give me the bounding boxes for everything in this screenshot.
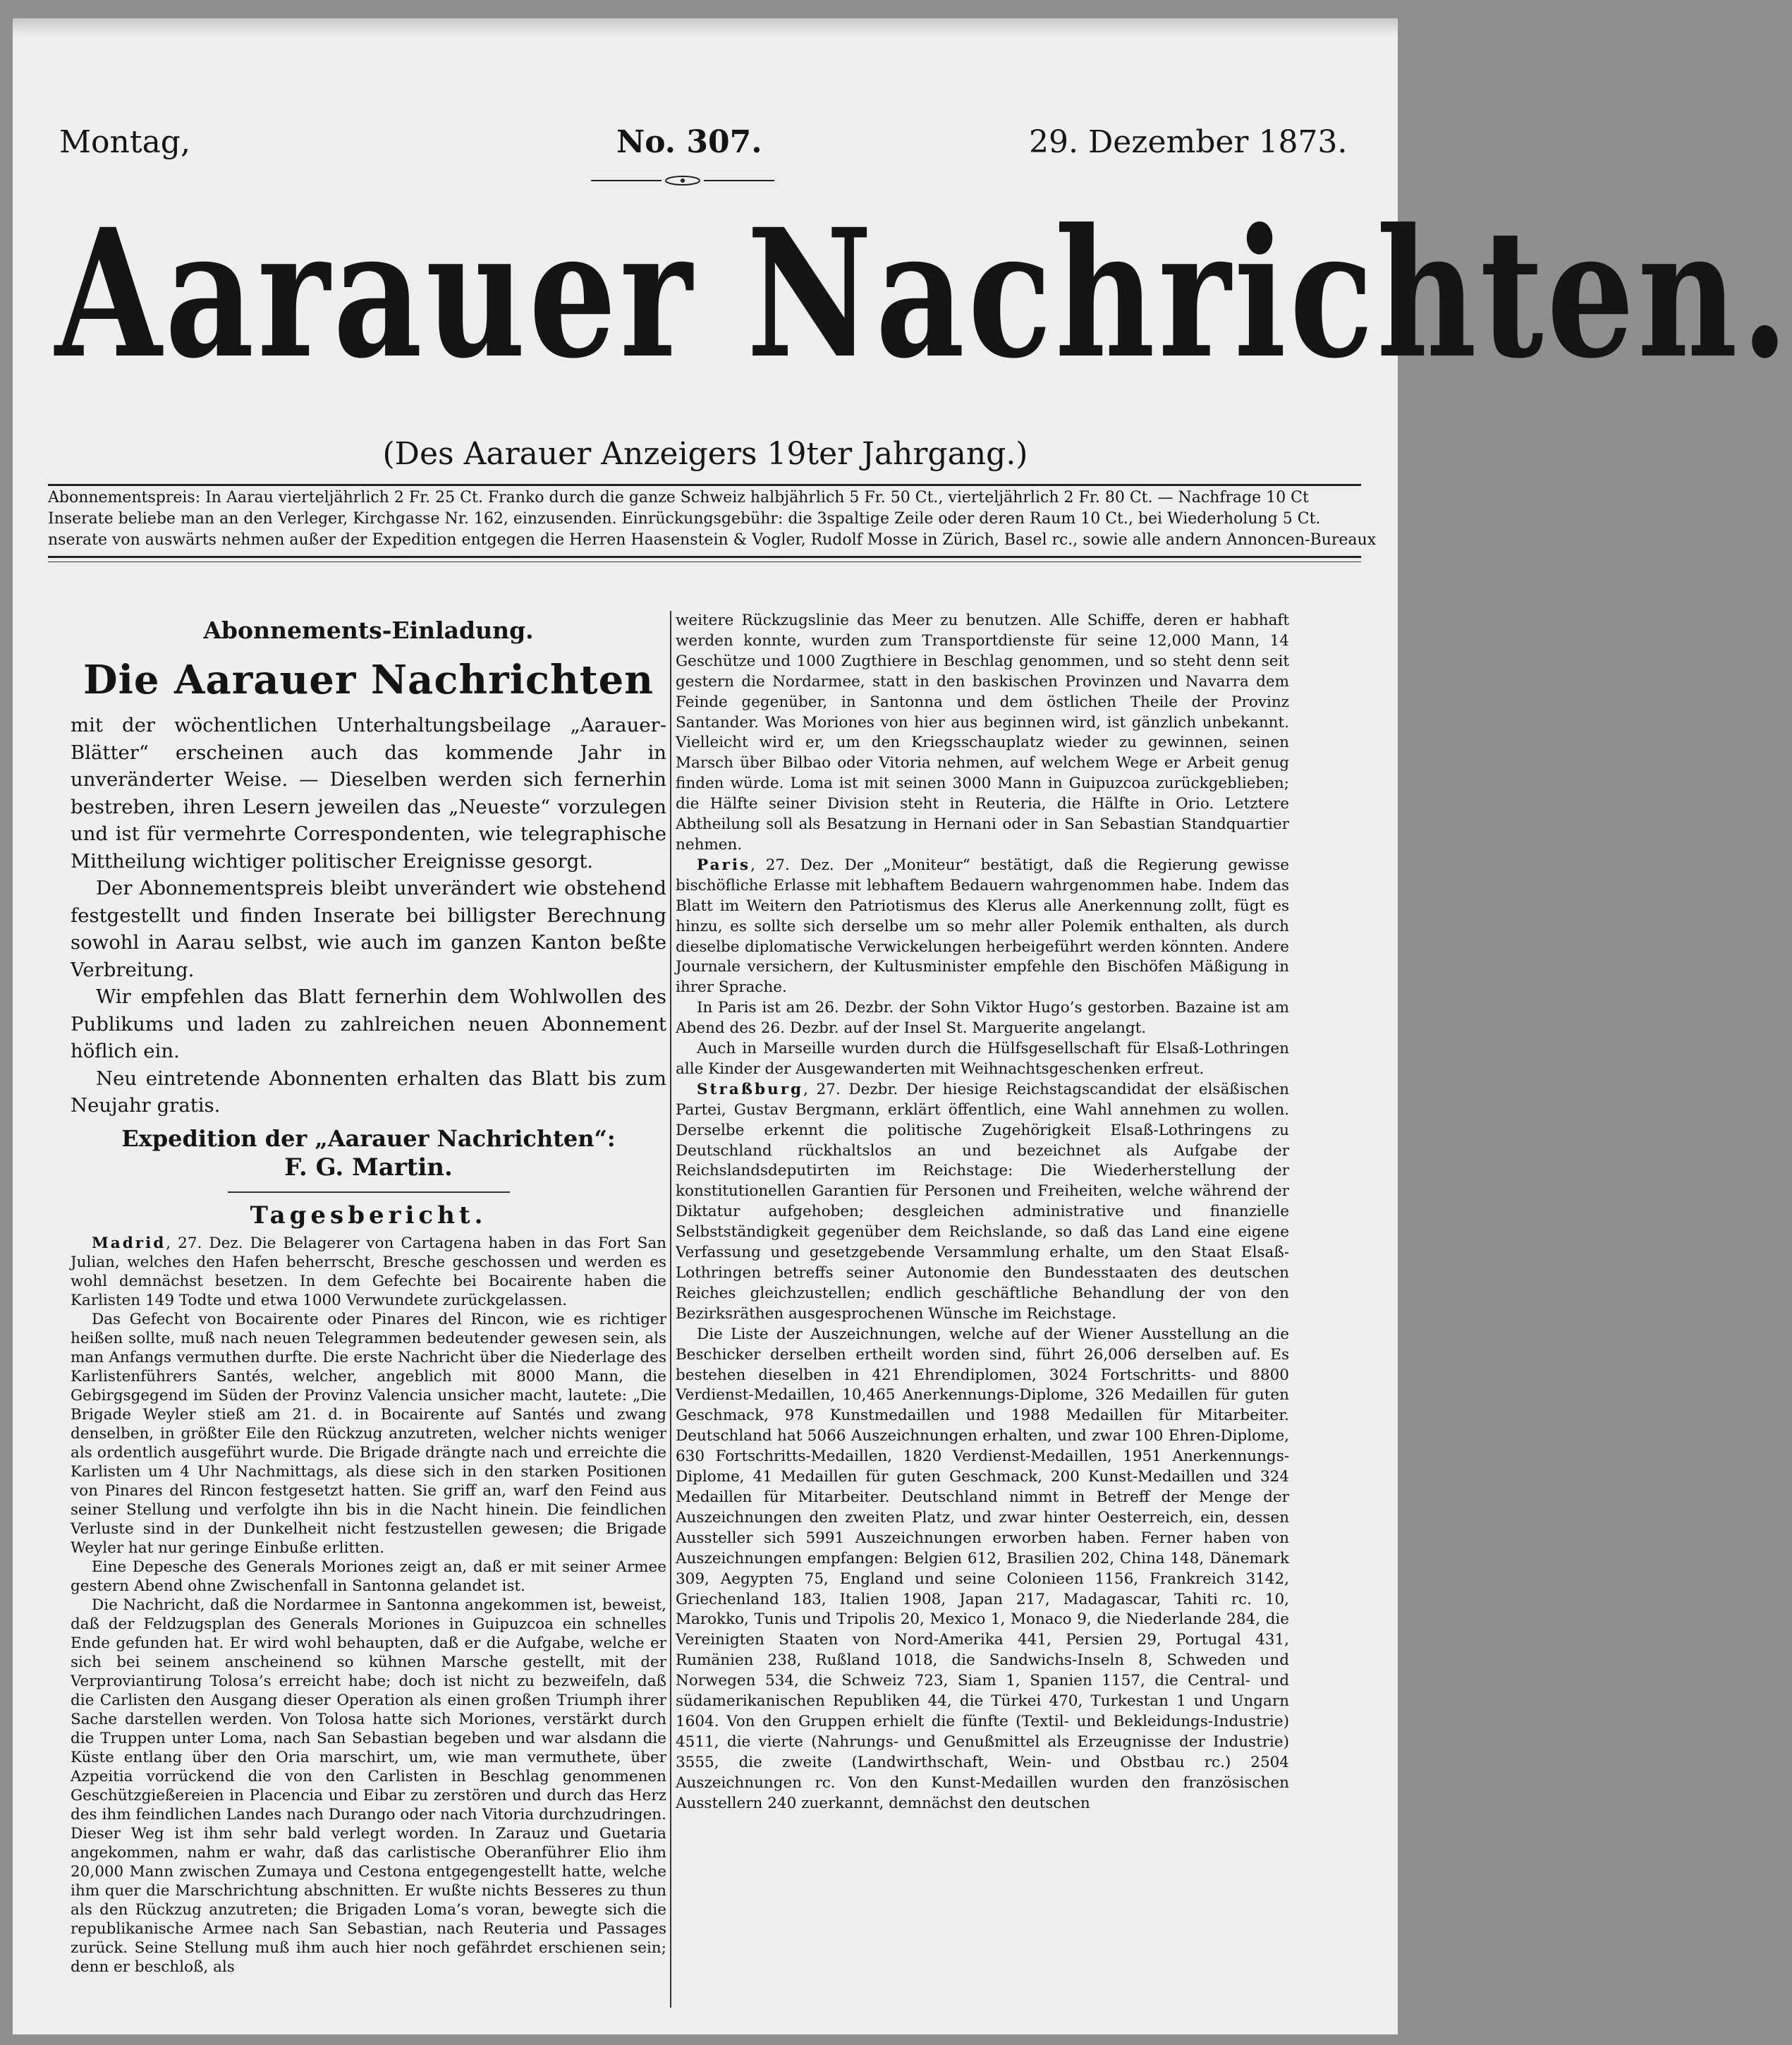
newspaper-subtitle: (Des Aarauer Anzeigers 19ter Jahrgang.) bbox=[382, 436, 1028, 472]
hugo-report: In Paris ist am 26. Dezbr. der Sohn Viktor Hugo’s gestorben. Bazaine ist am Abend des 26. Dezbr. auf der Insel St. Marguerite angelangt. bbox=[676, 999, 1289, 1038]
strassburg-report-text: , 27. Dezbr. Der hiesige Reichstagscandidat der elsäßischen Partei, Gustav Bergmann, erklärt öffentlich, eine Wahl annehmen zu wollen. Derselbe erkennt die politische Zugehörigkeit Elsaß-Lothringens zu Deutschland rückhaltslos an und bezeichnet als Aufgabe der Reichslandsdeputirten im Reichstage: Die Wiederherstellung der konstitutionellen Garantien für Personen und Freiheiten, welche während der Diktatur aufgehoben; desgleichen administrative und finanzielle Selbstständigkeit gegenüber dem Reichslande, so daß das Land eine eigene Verfassung und gesetzgebende Versammlung erhalte, um den Staat Elsaß-Lothringen betreffs seiner Autonomie den Bundesstaaten des deutschen Reiches gleichzustellen; endlich geschäftliche Behandlung der von den Bezirksräthen ausgesprochenen Wünsche im Reichstage. bbox=[676, 1080, 1289, 1323]
notice-line-1: Abonnementspreis: In Aarau vierteljährlich 2 Fr. 25 Ct. Franko durch die ganze Schweiz halbjährlich 5 Fr. 50 Ct., vierteljährlich 2 Fr. 80 Ct. — Nachfrage 10 Ct bbox=[48, 489, 1309, 506]
dateline-paris: Paris bbox=[697, 856, 751, 874]
aarauer-nachrichten-heading: Die Aarauer Nachrichten bbox=[83, 657, 654, 703]
nordarmee-report: Die Nachricht, daß die Nordarmee in Santonna angekommen ist, beweist, daß der Feldzugsplan des Generals Moriones in Guipuzcoa ein schnelles Ende gefunden hat. Er wird wohl behaupten, daß er die Aufgabe, welche er sich bei seinem anscheinend so kühnen Marsche gestellt, mit der Verproviantirung Tolosa’s erreicht habe; doch ist nicht zu bezweifeln, daß die Carlisten den Ausgang dieser Operation als einen großen Triumph ihrer Sache darstellen werden. Von Tolosa hatte sich Moriones, verstärkt durch die Truppen unter Loma, nach San Sebastian begeben und war alsdann die Küste entlang über den Oria marschirt, um, wie man vermuthete, über Azpeitia vorrückend die von den Carlisten in Beschlag genommenen Geschützgießereien in Placencia und Eibar zu zerstören und durch das Herz des ihm feindlichen Landes nach Durango oder nach Vitoria durchzudringen. Dieser Weg ist ihm sehr bald verlegt worden. In Zarauz und Guetaria angekommen, nahm er wahr, daß das carlistische Oberanführer Elio ihm 20,000 Mann zwischen Zumaya und Cestona entgegengestellt hatte, welche ihm quer die Marschrichtung abschnitten. Er wußte nichts Besseres zu thun als den Rückzug anzutreten; die Brigaden Loma’s voran, bewegte sich die republikanische Armee nach San Sebastian, nach Reuteria und Passages zurück. Seine Stellung muß ihm auch hier noch gefährdet erschienen sein; denn er beschloß, als bbox=[71, 1596, 666, 1976]
scan-edge bbox=[13, 18, 1398, 37]
issue-day: Montag, bbox=[59, 124, 190, 160]
strassburg-report bbox=[676, 1080, 1289, 1325]
abonnement-paragraph-4: Neu eintretende Abonnenten erhalten das Blatt bis zum Neujahr gratis. bbox=[71, 1067, 666, 1117]
dateline-strassburg: Straßburg bbox=[697, 1080, 804, 1098]
expedition-line: Expedition der „Aarauer Nachrichten“: bbox=[121, 1124, 616, 1152]
newspaper-page bbox=[13, 18, 1792, 2034]
bocairente-report: Das Gefecht von Bocairente oder Pinares del Rincon, wie es richtiger heißen sollte, muß nach neuen Telegrammen bedeutender gewesen sein, als man Anfangs vermuthen durfte. Die erste Nachricht über die Niederlage des Karlistenführers Santés, welcher, angeblich mit 8000 Mann, die Gebirgsgegend im Süden der Provinz Valencia unsicher macht, lautete: „Die Brigade Weyler stieß am 21. d. in Bocairente auf Santés und zwang denselben, in größter Eile den Rückzug anzutreten, welcher nichts weniger als ordentlich ausgeführt wurde. Die Brigade drängte nach und erreichte die Karlisten um 4 Uhr Nachmittags, als diese sich in den starken Positionen von Pinares del Rincon festgesetzt hatten. Sie griff an, warf den Feind aus seiner Stellung und verfolgte ihn bis in die Nacht hinein. Die feindlichen Verluste sind in der Dunkelheit nicht festzustellen gewesen; die Brigade Weyler hat nur geringe Einbuße erlitten. bbox=[71, 1310, 666, 1557]
newspaper-title: Aarauer Nachrichten. bbox=[55, 190, 1792, 397]
wiener-ausstellung-report: Die Liste der Auszeichnungen, welche auf der Wiener Ausstellung an die Beschicker derselben ertheilt worden sind, führt 26,006 derselben auf. Es bestehen dieselben in 421 Ehrendiplomen, 3024 Fortschritts- und 8800 Verdienst-Medaillen, 10,465 Anerkennungs-Diplome, 326 Medaillen für guten Geschmack, 978 Kunstmedaillen und 1988 Medaillen für Mitarbeiter. Deutschland hat 5066 Auszeichnungen erhalten, und zwar 100 Ehren-Diplome, 630 Fortschritts-Medaillen, 1820 Verdienst-Medaillen, 1951 Anerkennungs-Diplome, 41 Medaillen für guten Geschmack, 200 Kunst-Medaillen und 324 Medaillen für Mitarbeiter. Deutschland nimmt in Betreff der Menge der Auszeichnungen den zweiten Platz, und zwar hinter Oesterreich, ein, dessen Aussteller sich 5991 Auszeichnungen erworben haben. Ferner haben von Auszeichnungen empfangen: Belgien 612, Brasilien 202, China 148, Dänemark 309, Aegypten 75, England und seine Colonieen 1156, Frankreich 3142, Griechenland 183, Italien 1908, Japan 217, Madagascar, Tahiti rc. 10, Marokko, Tunis und Tripolis 20, Mexico 1, Monaco 9, die Niederlande 284, die Vereinigten Staaten von Nord-Amerika 441, Persien 29, Portugal 431, Rumänien 238, Rußland 1018, die Sandwichs-Inseln 8, Schweden und Norwegen 534, die Schweiz 723, Siam 1, Spanien 1157, die Central- und südamerikanischen Republiken 44, die Türkei 470, Turkestan 1 und Ungarn 1604. Von den Gruppen erhielt die fünfte (Textil- und Bekleidungs-Industrie) 4511, die vierte (Nahrungs- und Genußmittel als Erzeugnisse der Industrie) 3555, die zweite (Landwirthschaft, Wein- und Obstbau rc.) 2504 Auszeichnungen rc. Von den Kunst-Medaillen wurden den französischen Ausstellern 240 zuerkannt, demnächst den deutschen bbox=[676, 1325, 1289, 1812]
nordarmee-continued: weitere Rückzugslinie das Meer zu benutzen. Alle Schiffe, deren er habhaft werden konnte, wurden zum Transportdienste für seine 12,000 Mann, 14 Geschütze und 1000 Zugthiere in Beschlag genommen, und so steht denn seit gestern die Nordarmee, statt in den baskischen Provinzen und Navarra dem Feinde gegenüber, in Santonna und dem östlichen Theile der Provinz Santander. Was Moriones von hier aus beginnen wird, ist gänzlich unbekannt. Vielleicht wird er, um den Kriegsschauplatz wieder zu gewinnen, seinen Marsch über Bilbao oder Vitoria nehmen, auf welchem Wege er Arbeit genug finden würde. Loma ist mit seinen 3000 Mann in Guipuzcoa zurückgeblieben; die Hälfte seiner Division steht in Reuteria, die Hälfte in Orio. Letztere Abtheilung soll als Besatzung in Hernani oder in San Sebastian Standquartier nehmen. bbox=[676, 612, 1289, 854]
section-rule bbox=[228, 1191, 510, 1193]
left-column bbox=[71, 611, 666, 2015]
abonnement-paragraph-3: Wir empfehlen das Blatt fernerhin dem Wohlwollen des Publikums und laden zu zahlreichen neuen Abonnement höflich ein. bbox=[71, 985, 666, 1062]
masthead-rule bbox=[48, 484, 1361, 486]
abonnement-paragraph-1: mit der wöchentlichen Unterhaltungsbeilage „Aarauer-Blätter“ erscheinen auch das kommende Jahr in unveränderter Weise. — Dieselben werden sich fernerhin bestreben, ihren Lesern jeweilen das „Neueste“ vorzulegen und ist für vermehrte Correspondenten, wie telegraphische Mittheilung wichtiger politischer Ereignisse gesorgt. bbox=[71, 714, 666, 873]
moriones-depesche: Eine Depesche des Generals Moriones zeigt an, daß er mit seiner Armee gestern Abend ohne Zwischenfall in Santonna gelandet ist. bbox=[71, 1558, 666, 1595]
paris-report bbox=[676, 856, 1289, 998]
abonnement-paragraph-2: Der Abonnementspreis bleibt unverändert wie obstehend festgestellt und finden Inserate bei billigster Berechnung sowohl in Aarau selbst, wie auch im ganzen Kanton beßte Verbreitung. bbox=[71, 877, 666, 981]
ornament-icon bbox=[591, 174, 774, 188]
column-divider bbox=[670, 611, 671, 2008]
madrid-report-text: , 27. Dez. Die Belagerer von Cartagena haben in das Fort San Julian, welches den Hafen beherrscht, Bresche geschossen und werden es wohl demnächst besetzen. In dem Gefechte bei Bocairente haben die Karlisten 149 Todte und etwa 1000 Verwundete zurückgelassen. bbox=[71, 1234, 666, 1309]
issue-date: 29. Dezember 1873. bbox=[1029, 124, 1348, 160]
paris-report-text: , 27. Dez. Der „Moniteur“ bestätigt, daß die Regierung gewisse bischöfliche Erlasse mit lebhaftem Bedauern wahrgenommen habe. Indem das Blatt im Weitern den Patriotismus des Klerus alle Anerkennung zollt, fügt es hinzu, es sollte sich derselbe um so mehr aller Polemik enthalten, als durch dieselbe diplomatische Verwickelungen herbeigeführt werden könnten. Andere Journale versichern, der Kultusminister empfehle den Bischöfen Mäßigung in ihrer Sprache. bbox=[676, 856, 1289, 997]
marseille-report: Auch in Marseille wurden durch die Hülfsgesellschaft für Elsaß-Lothringen alle Kinder der Ausgewanderten mit Weihnachtsgeschenken erfreut. bbox=[676, 1040, 1289, 1078]
abonnement-heading: Abonnements-Einladung. bbox=[203, 617, 534, 644]
madrid-report bbox=[71, 1234, 666, 1310]
masthead-dateline bbox=[45, 124, 1357, 166]
issue-number: No. 307. bbox=[616, 124, 762, 160]
right-column bbox=[676, 611, 1289, 2015]
publisher-name: F. G. Martin. bbox=[284, 1153, 453, 1182]
notice-line-2: Inserate beliebe man an den Verleger, Kirchgasse Nr. 162, einzusenden. Einrückungsgebühr: die 3spaltige Zeile oder deren Raum 10 Ct., bei Wiederholung 5 Ct. bbox=[48, 510, 1321, 528]
tagesbericht-heading: Tagesbericht. bbox=[250, 1201, 487, 1230]
dateline-madrid: Madrid bbox=[92, 1234, 166, 1252]
notice-rule bbox=[48, 556, 1361, 558]
notice-line-3: nserate von auswärts nehmen außer der Expedition entgegen die Herren Haasenstein & Vogler, Rudolf Mosse in Zürich, Basel rc., sowie alle andern Annoncen-Bureaux bbox=[48, 531, 1377, 549]
